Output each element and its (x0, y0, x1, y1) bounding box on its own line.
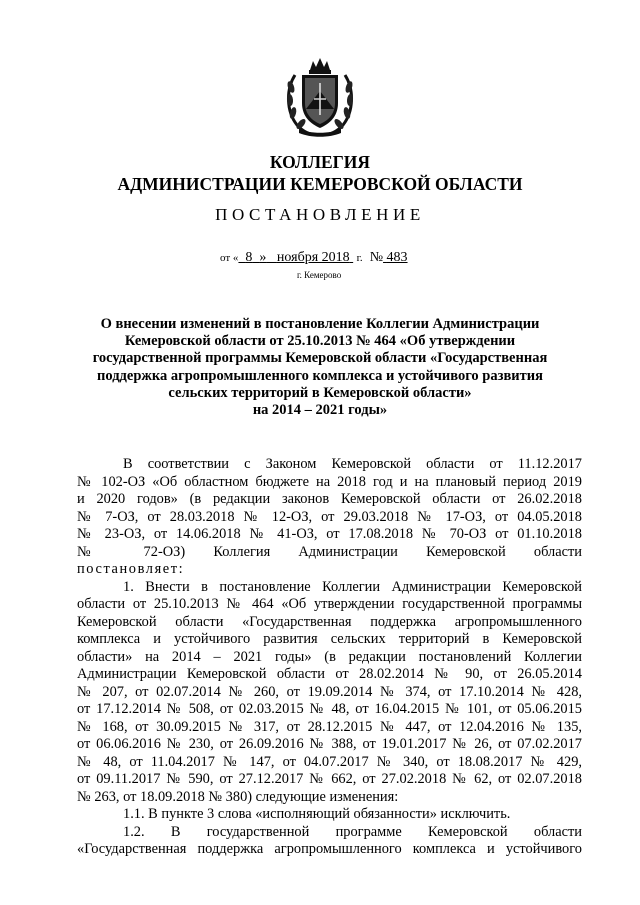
body-line: В соответствии с Законом Кемеровской области от 11.12.2017 (123, 456, 582, 472)
document-body (77, 456, 582, 859)
number-prefix: № (369, 250, 384, 265)
body-line: комплекса и устойчивого развития сельских территорий в Кемеровской (77, 631, 582, 647)
document-number-value: 483 (386, 250, 408, 265)
document-subject (0, 316, 640, 419)
body-line: № 72-ОЗ) Коллегия Администрации Кемеровской области (77, 543, 582, 560)
body-line: области от 25.10.2013 № 464 «Об утверждении государственной программы (77, 596, 582, 612)
body-line: № 168, от 30.09.2015 № 317, от 28.12.2015 № 447, от 12.04.2016 № 135, (77, 718, 582, 735)
city: г. Кемерово (297, 270, 342, 280)
body-line: 1.1. В пункте 3 слова «исполняющий обязанности» исключить. (123, 806, 511, 822)
subject-line: государственной программы Кемеровской области «Государственная (92, 350, 548, 367)
body-line: № 48, от 11.04.2017 № 147, от 04.07.2017 № 340, от 18.08.2017 № 429, (77, 753, 582, 770)
body-line: Кемеровской области «Государственная поддержка агропромышленного (77, 613, 582, 630)
subject-line: поддержка агропромышленного комплекса и устойчивого развития (97, 367, 543, 384)
coat-of-arms-icon (283, 55, 357, 139)
body-line: № 102-ОЗ «Об областном бюджете на 2018 год и на плановый период 2019 (77, 473, 582, 490)
subject-line: Кемеровской области от 25.10.2013 № 464 «Об утверждении (124, 333, 516, 350)
body-line: «Государственная поддержка агропромышленного комплекса и устойчивого (77, 841, 582, 857)
date-day-close: » (259, 250, 267, 265)
date-line (220, 250, 408, 266)
subject-line: О внесении изменений в постановление Коллегии Администрации (100, 316, 540, 332)
date-day-value: 8 (245, 250, 253, 265)
document-number (383, 250, 408, 265)
body-line: от 09.11.2017 № 590, от 27.12.2017 № 662, от 27.02.2018 № 62, от 02.07.2018 (77, 771, 582, 787)
body-line: 1.2. В государственной программе Кемеровской области (123, 823, 582, 840)
body-line: от 06.06.2016 № 230, от 26.09.2016 № 388, от 19.01.2017 № 26, от 07.02.2017 (77, 736, 582, 752)
body-line: № 7-ОЗ, от 28.03.2018 № 12-ОЗ, от 29.03.2018 № 17-ОЗ, от 04.05.2018 (77, 508, 582, 525)
body-line: области» на 2014 – 2021 годы» (в редакции постановлений Коллегии (77, 648, 582, 665)
org-name-line1: КОЛЛЕГИЯ (269, 152, 371, 172)
date-month-year: ноября 2018 (276, 250, 350, 265)
body-line: № 23-ОЗ, от 14.06.2018 № 41-ОЗ, от 17.08.2018 № 70-ОЗ от 01.10.2018 (77, 526, 582, 542)
subject-line: сельских территорий в Кемеровской области» (168, 384, 472, 401)
body-line: и 2020 годов» (в редакции законов Кемеровской области от 26.02.2018 (77, 491, 582, 507)
date-day (238, 250, 353, 265)
date-prefix: от « (220, 252, 239, 264)
body-line: от 17.12.2014 № 508, от 02.03.2015 № 48, от 16.04.2015 № 101, от 05.06.2015 (77, 701, 582, 717)
org-name-line2: АДМИНИСТРАЦИИ КЕМЕРОВСКОЙ ОБЛАСТИ (117, 174, 523, 194)
body-line: № 263, от 18.09.2018 № 380) следующие изменения: (77, 788, 399, 805)
body-line: № 207, от 02.07.2014 № 260, от 19.09.2014 № 374, от 17.10.2014 № 428, (77, 683, 582, 700)
body-line: 1. Внести в постановление Коллегии Администрации Кемеровской (123, 578, 582, 595)
body-line-decree: постановляет: (77, 561, 185, 577)
subject-line: на 2014 – 2021 годы» (252, 402, 388, 419)
document-type: ПОСТАНОВЛЕНИЕ (215, 205, 425, 224)
body-line: Администрации Кемеровской области от 28.02.2014 № 90, от 26.05.2014 (77, 666, 582, 682)
year-suffix: г. (356, 252, 363, 264)
